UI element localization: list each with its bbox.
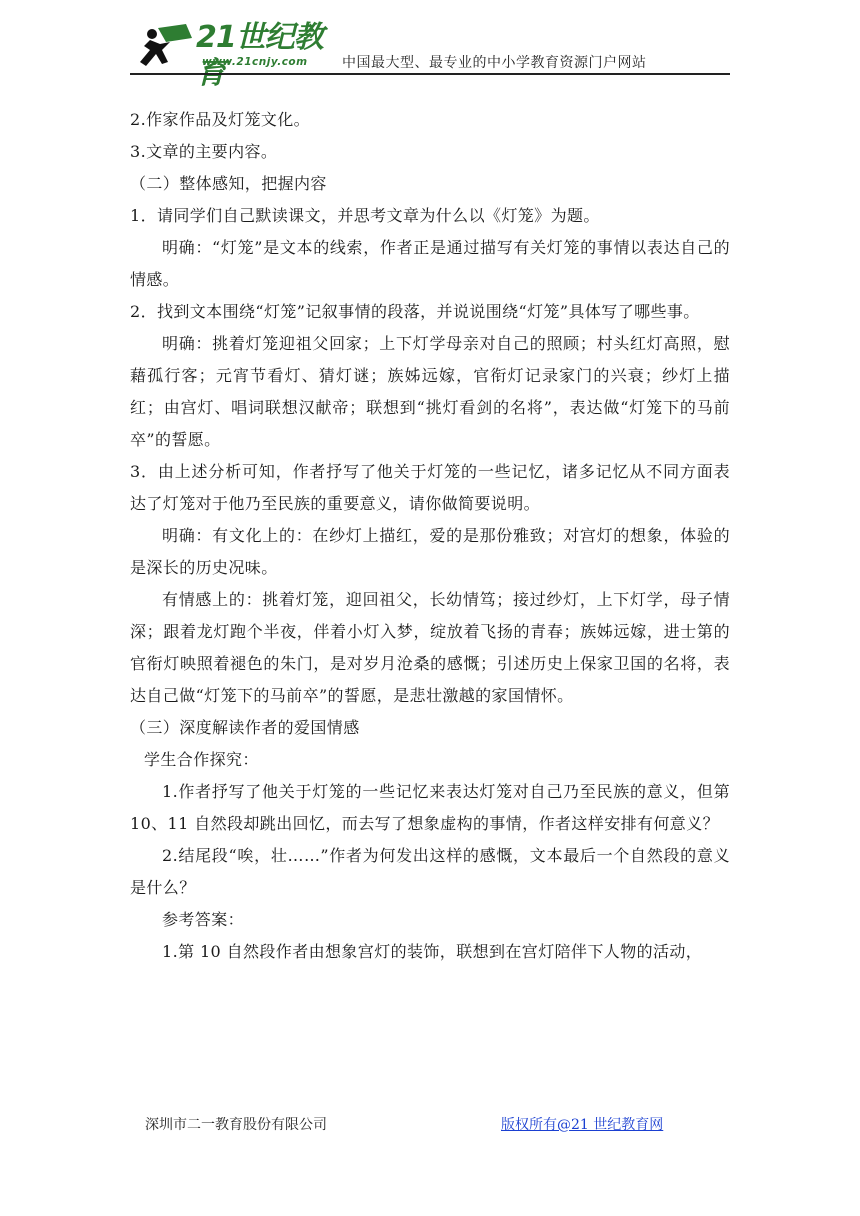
answer: 1.第 10 自然段作者由想象宫灯的装饰，联想到在宫灯陪伴下人物的活动， bbox=[162, 942, 703, 961]
answer: 明确：“灯笼”是文本的线索，作者正是通过描写有关灯笼的事情以表达自己的情感。 bbox=[130, 238, 730, 289]
section-heading: （二）整体感知，把握内容 bbox=[130, 174, 327, 193]
answer: 有情感上的：挑着灯笼，迎回祖父，长幼情笃；接过纱灯，上下灯学，母子情深；跟着龙灯跑个半夜，伴着小灯入梦，绽放着飞扬的青春；族姊远嫁，进士第的官衔灯映照着褪色的朱门，是对岁月沧桑的感慨；引述历史上保家卫国的名将，表达自己做“灯笼下的马前卒”的誓愿，是悲壮激越的家国情怀。 bbox=[130, 590, 730, 705]
question: 2．找到文本围绕“灯笼”记叙事情的段落，并说说围绕“灯笼”具体写了哪些事。 bbox=[130, 302, 700, 321]
page-header bbox=[130, 18, 730, 91]
logo-text: 21世纪教育 bbox=[196, 20, 323, 91]
answer: 明确：有文化上的：在纱灯上描红，爱的是那份雅致；对宫灯的想象，体验的是深长的历史况味。 bbox=[130, 526, 730, 577]
question: 1.作者抒写了他关于灯笼的一些记忆来表达灯笼对自己乃至民族的意义，但第 10、11 自然段却跳出回忆，而去写了想象虚构的事情，作者这样安排有何意义？ bbox=[130, 782, 730, 833]
site-tagline: 中国最大型、最专业的中小学教育资源门户网站 bbox=[342, 55, 647, 71]
header-divider bbox=[130, 73, 730, 75]
runner-logo-icon bbox=[136, 22, 194, 72]
paragraph: 2.作家作品及灯笼文化。 bbox=[130, 110, 311, 129]
paragraph: 学生合作探究： bbox=[144, 750, 259, 769]
footer-company: 深圳市二一教育股份有限公司 bbox=[145, 1117, 327, 1133]
answer: 明确：挑着灯笼迎祖父回家；上下灯学母亲对自己的照顾；村头红灯高照，慰藉孤行客；元宵节看灯、猜灯谜；族姊远嫁，官衔灯记录家门的兴衰；纱灯上描红；由宫灯、唱词联想汉献帝；联想到“挑灯看剑的名将”，表达做“灯笼下的马前卒”的誓愿。 bbox=[130, 334, 730, 449]
document-body bbox=[130, 104, 730, 968]
footer-copyright-link[interactable]: 版权所有@21 世纪教育网 bbox=[501, 1117, 664, 1133]
question: 1．请同学们自己默读课文，并思考文章为什么以《灯笼》为题。 bbox=[130, 206, 600, 225]
question: 2.结尾段“唉，壮……”作者为何发出这样的感慨，文本最后一个自然段的意义是什么？ bbox=[130, 846, 730, 897]
paragraph: 参考答案： bbox=[162, 910, 245, 929]
paragraph: 3.文章的主要内容。 bbox=[130, 142, 278, 161]
logo-url: www.21cnjy.com bbox=[202, 56, 308, 68]
site-logo[interactable] bbox=[130, 18, 330, 91]
page-footer bbox=[145, 1114, 705, 1138]
question: 3．由上述分析可知，作者抒写了他关于灯笼的一些记忆，诸多记忆从不同方面表达了灯笼对于他乃至民族的重要意义，请你做简要说明。 bbox=[130, 462, 730, 513]
section-heading: （三）深度解读作者的爱国情感 bbox=[130, 718, 360, 737]
